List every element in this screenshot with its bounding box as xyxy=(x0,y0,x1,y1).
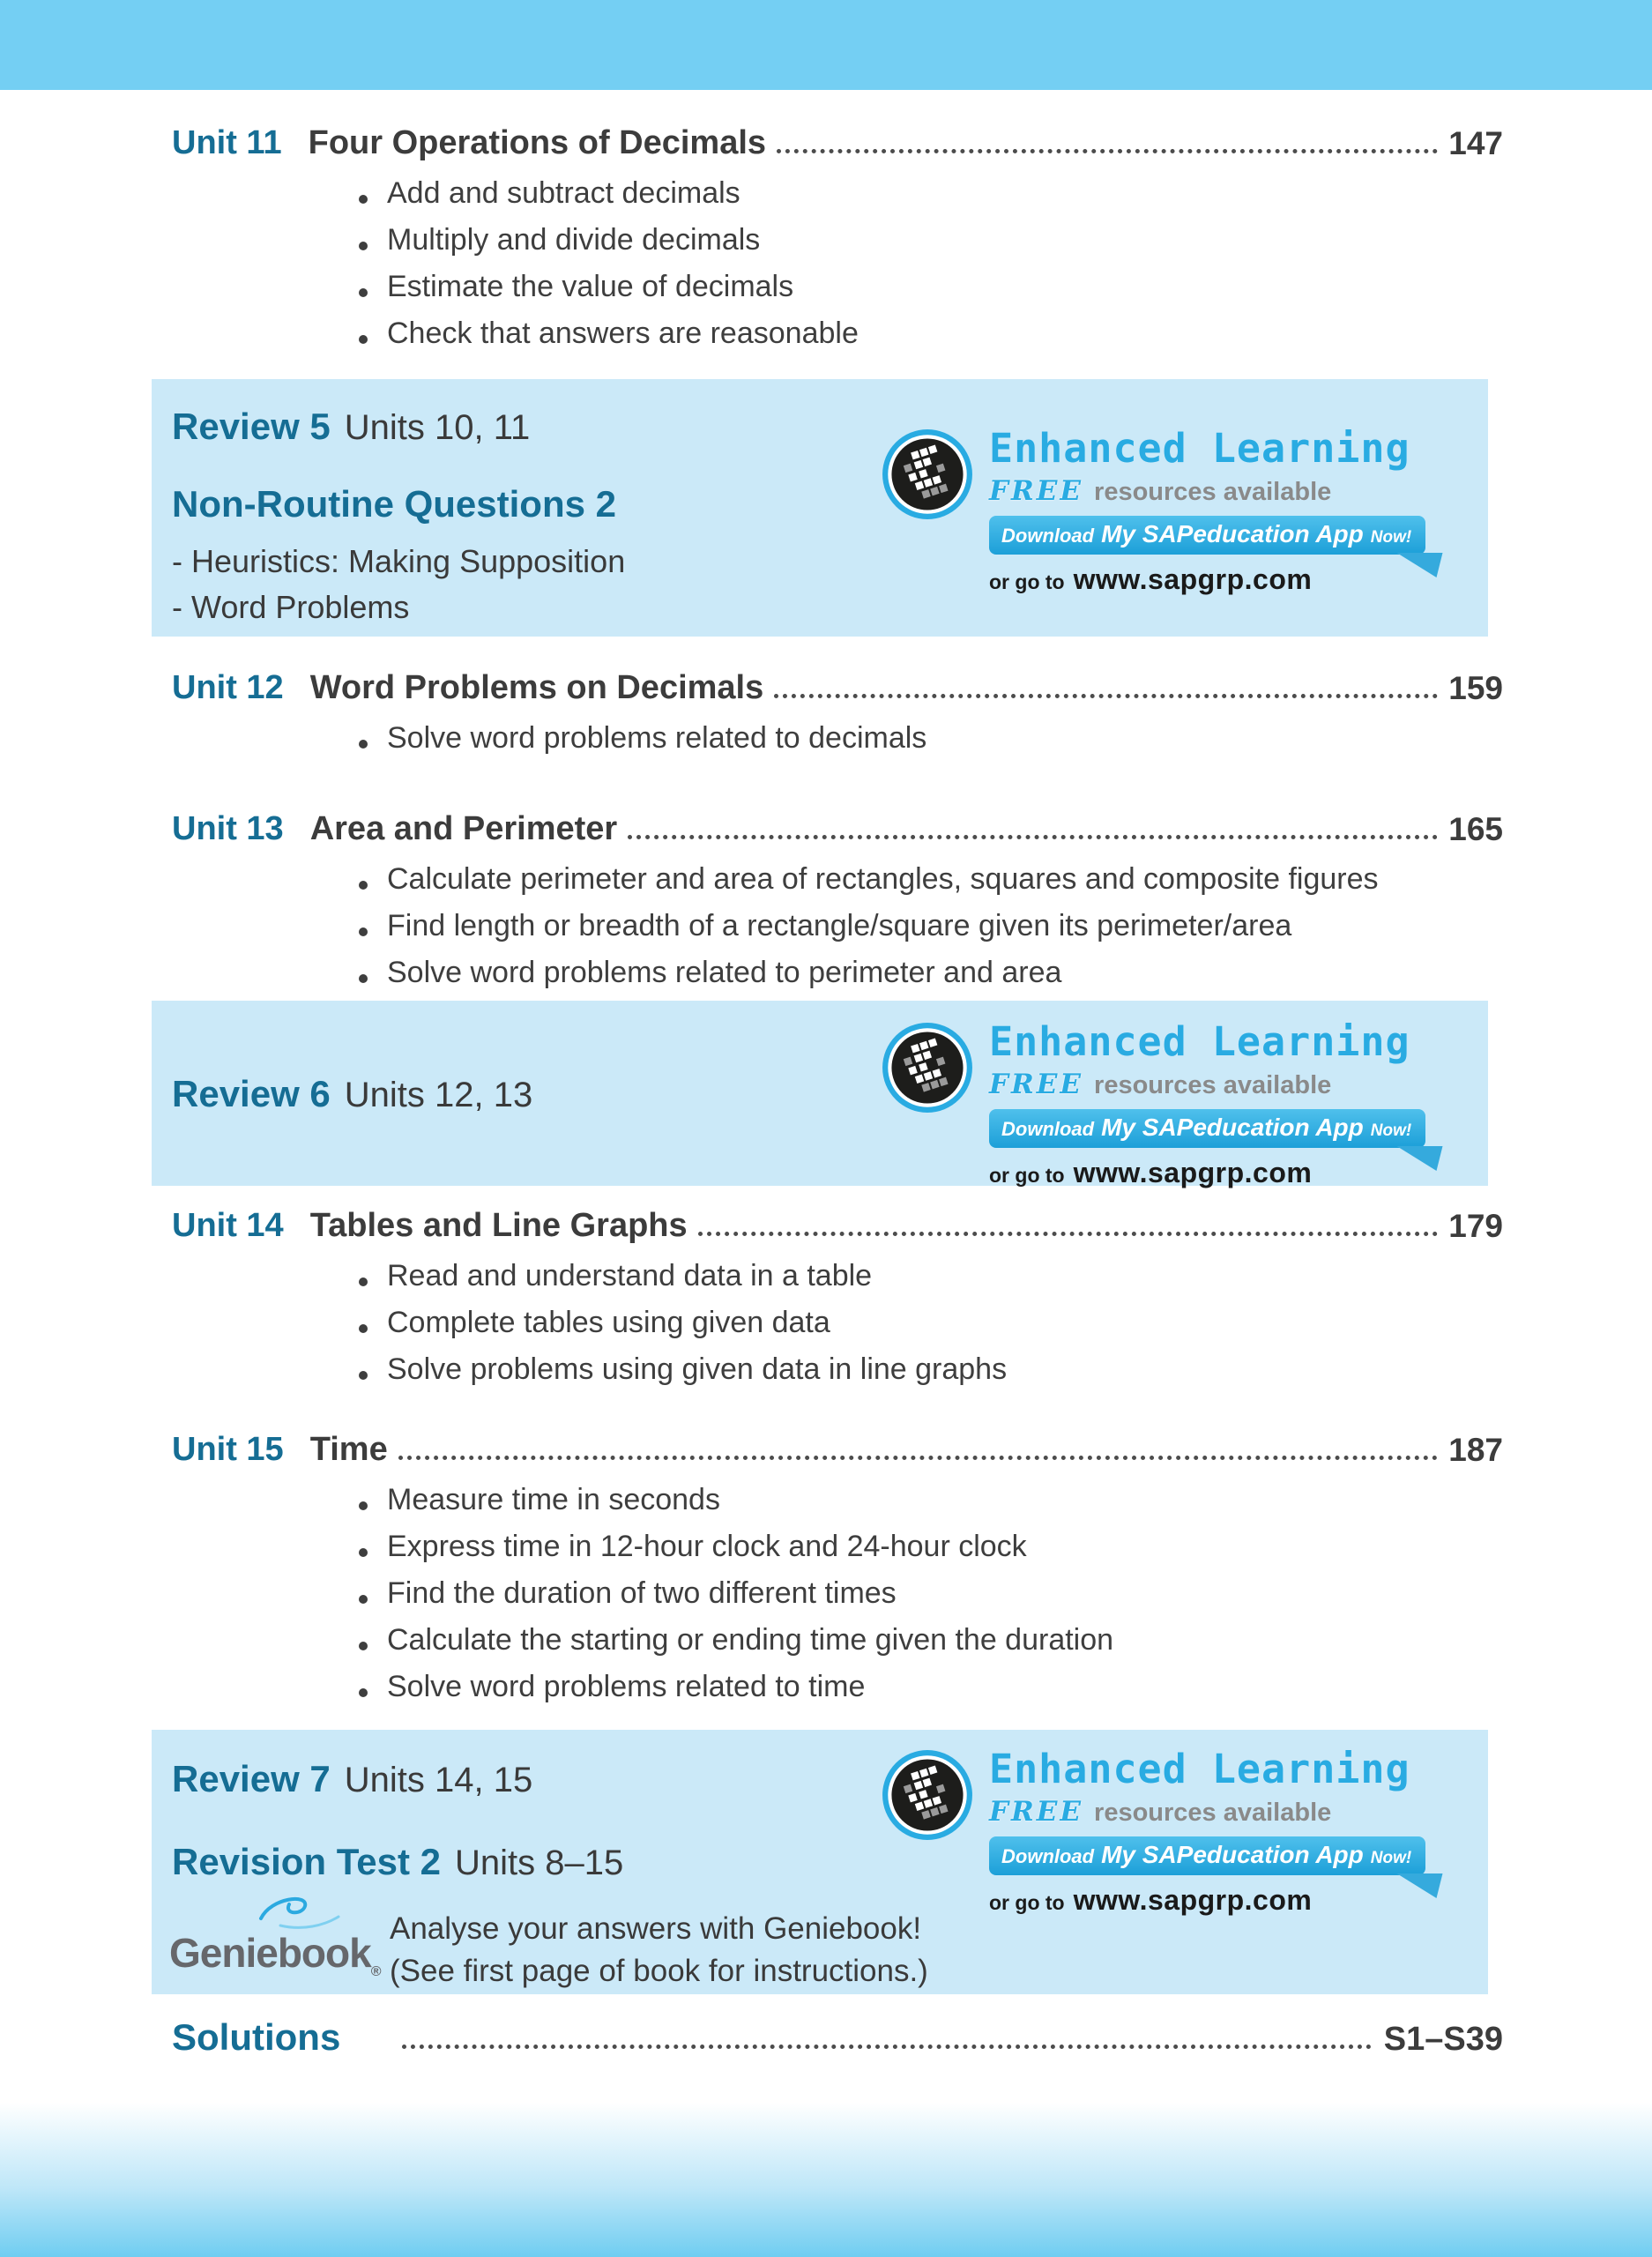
geniebook-line-2: (See first page of book for instructions.) xyxy=(390,1954,928,1988)
registered-mark: ® xyxy=(370,1964,381,1980)
list-item xyxy=(359,1623,1503,1670)
app-name: My SAPeducation App xyxy=(1101,1114,1364,1141)
bullet-icon xyxy=(359,242,368,250)
list-item xyxy=(359,1352,1503,1399)
revision-test-subtitle: Units 8–15 xyxy=(455,1844,624,1882)
review-7-title: Review 7 xyxy=(172,1758,331,1799)
bullet-text: Calculate perimeter and area of rectangles, squares and composite figures xyxy=(387,861,1379,896)
website-line xyxy=(989,1157,1425,1189)
unit-14-heading xyxy=(172,1206,1503,1247)
review-5-title: Review 5 xyxy=(172,406,331,447)
or-go-to-text: or go to xyxy=(989,570,1065,593)
heuristics-line: - Heuristics: Making Supposition xyxy=(172,543,626,579)
list-item xyxy=(359,223,1503,270)
revision-test-heading xyxy=(172,1841,623,1883)
review-6-subtitle: Units 12, 13 xyxy=(344,1076,533,1114)
bullet-icon xyxy=(359,1642,368,1650)
unit-15-bullets xyxy=(359,1483,1503,1717)
unit-12-title: Word Problems on Decimals xyxy=(309,669,764,706)
list-item xyxy=(359,1530,1503,1576)
revision-test-title: Revision Test 2 xyxy=(172,1841,441,1882)
dotted-leader xyxy=(398,1456,1439,1460)
bullet-icon xyxy=(359,927,368,936)
unit-12-label: Unit 12 xyxy=(172,669,284,706)
toc-entry-unit-12 xyxy=(172,668,1503,768)
app-name: My SAPeducation App xyxy=(1101,520,1364,547)
list-item xyxy=(359,176,1503,223)
bullet-text: Find the duration of two different times xyxy=(387,1575,897,1610)
unit-13-title: Area and Perimeter xyxy=(309,810,618,847)
non-routine-questions-title: Non-Routine Questions 2 xyxy=(172,483,616,525)
resources-available-text: resources available xyxy=(1094,1071,1332,1099)
bullet-text: Complete tables using given data xyxy=(387,1305,830,1339)
bullet-text: Estimate the value of decimals xyxy=(387,269,794,303)
review-7-box xyxy=(152,1730,1488,1994)
sapeducation-logo-icon xyxy=(882,1022,973,1114)
review-5-subtitle: Units 10, 11 xyxy=(344,408,531,447)
review-7-heading xyxy=(172,1758,532,1800)
bullet-icon xyxy=(359,1324,368,1333)
toc-entry-unit-13 xyxy=(172,809,1503,1002)
free-resources-line xyxy=(989,1069,1425,1100)
bullet-text: Read and understand data in a table xyxy=(387,1258,873,1292)
free-word: FREE xyxy=(989,475,1084,507)
download-word: Download xyxy=(1001,1118,1095,1140)
unit-11-title: Four Operations of Decimals xyxy=(308,124,767,161)
unit-13-bullets xyxy=(359,862,1503,1002)
enhanced-learning-title: Enhanced Learning xyxy=(989,1746,1410,1792)
review-6-box xyxy=(152,1001,1488,1186)
bullet-text: Express time in 12-hour clock and 24-hour clock xyxy=(387,1529,1027,1563)
bullet-icon xyxy=(359,881,368,890)
list-item xyxy=(359,270,1503,317)
dotted-leader xyxy=(774,694,1438,698)
bullet-text: Solve word problems related to decimals xyxy=(387,720,927,755)
badge-text-column xyxy=(989,1018,1425,1189)
unit-12-heading xyxy=(172,668,1503,709)
bullet-text: Multiply and divide decimals xyxy=(387,222,761,257)
website-line xyxy=(989,1884,1425,1917)
enhanced-learning-title: Enhanced Learning xyxy=(989,1018,1410,1065)
toc-entry-unit-14 xyxy=(172,1206,1503,1399)
free-word: FREE xyxy=(989,1796,1084,1828)
bullet-text: Add and subtract decimals xyxy=(387,175,740,210)
review-5-heading xyxy=(172,406,530,448)
list-item xyxy=(359,1576,1503,1623)
download-app-ribbon xyxy=(989,1836,1425,1875)
dotted-leader xyxy=(628,835,1438,839)
list-item xyxy=(359,862,1503,909)
bullet-icon xyxy=(359,195,368,204)
bottom-gradient xyxy=(0,2103,1652,2257)
review-5-box xyxy=(152,379,1488,637)
enhanced-learning-badge xyxy=(882,1746,1490,1917)
review-6-title: Review 6 xyxy=(172,1073,331,1114)
geniebook-line-1: Analyse your answers with Geniebook! xyxy=(390,1911,922,1946)
toc-entry-solutions xyxy=(172,2015,1503,2060)
badge-text-column xyxy=(989,1746,1425,1917)
bullet-text: Calculate the starting or ending time given the duration xyxy=(387,1622,1114,1657)
list-item xyxy=(359,1670,1503,1717)
download-word: Download xyxy=(1001,1845,1095,1867)
unit-14-page-number: 179 xyxy=(1448,1208,1503,1245)
unit-13-label: Unit 13 xyxy=(172,810,284,847)
list-item xyxy=(359,909,1503,956)
bullet-text: Measure time in seconds xyxy=(387,1482,720,1516)
bullet-text: Check that answers are reasonable xyxy=(387,316,859,350)
unit-13-page-number: 165 xyxy=(1448,811,1503,848)
unit-15-heading xyxy=(172,1430,1503,1471)
bullet-icon xyxy=(359,1595,368,1604)
bullet-icon xyxy=(359,335,368,344)
or-go-to-text: or go to xyxy=(989,1891,1065,1914)
unit-15-title: Time xyxy=(309,1431,388,1468)
bullet-icon xyxy=(359,740,368,749)
sapgrp-url[interactable]: www.sapgrp.com xyxy=(1073,563,1313,595)
now-word: Now! xyxy=(1370,1849,1412,1867)
unit-14-title: Tables and Line Graphs xyxy=(309,1207,688,1244)
now-word: Now! xyxy=(1370,1121,1412,1140)
sapeducation-logo-icon xyxy=(882,428,973,520)
free-resources-line xyxy=(989,475,1425,507)
list-item xyxy=(359,1306,1503,1352)
bullet-icon xyxy=(359,1548,368,1557)
toc-entry-unit-11 xyxy=(172,123,1503,363)
download-app-ribbon xyxy=(989,516,1425,555)
list-item xyxy=(359,1483,1503,1530)
sapgrp-url[interactable]: www.sapgrp.com xyxy=(1073,1157,1313,1188)
enhanced-learning-badge xyxy=(882,1018,1490,1189)
unit-12-bullets xyxy=(359,721,1503,768)
list-item xyxy=(359,1259,1503,1306)
review-6-heading xyxy=(172,1073,532,1115)
enhanced-learning-title: Enhanced Learning xyxy=(989,425,1410,472)
unit-14-bullets xyxy=(359,1259,1503,1399)
unit-13-heading xyxy=(172,809,1503,850)
dotted-leader xyxy=(698,1232,1439,1236)
unit-14-label: Unit 14 xyxy=(172,1207,284,1244)
sapgrp-url[interactable]: www.sapgrp.com xyxy=(1073,1884,1313,1916)
download-app-ribbon xyxy=(989,1109,1425,1148)
bullet-icon xyxy=(359,288,368,297)
top-banner xyxy=(0,0,1652,90)
or-go-to-text: or go to xyxy=(989,1164,1065,1187)
resources-available-text: resources available xyxy=(1094,1799,1332,1827)
bullet-text: Find length or breadth of a rectangle/square given its perimeter/area xyxy=(387,908,1292,942)
list-item xyxy=(359,317,1503,363)
free-resources-line xyxy=(989,1796,1425,1828)
solutions-page-range: S1–S39 xyxy=(1383,2020,1503,2058)
dotted-leader xyxy=(402,2045,1371,2049)
bullet-icon xyxy=(359,1688,368,1697)
unit-15-label: Unit 15 xyxy=(172,1431,284,1468)
unit-15-page-number: 187 xyxy=(1448,1432,1503,1469)
website-line xyxy=(989,563,1425,596)
sapeducation-logo-icon xyxy=(882,1749,973,1841)
word-problems-line: - Word Problems xyxy=(172,589,410,625)
bullet-icon xyxy=(359,1501,368,1510)
geniebook-wordmark: Geniebook$_®$ xyxy=(169,1930,381,1980)
unit-11-label: Unit 11 xyxy=(172,124,282,161)
list-item xyxy=(359,956,1503,1002)
review-7-subtitle: Units 14, 15 xyxy=(344,1761,533,1799)
bullet-icon xyxy=(359,1371,368,1380)
unit-11-page-number: 147 xyxy=(1448,125,1503,162)
solutions-label: Solutions xyxy=(172,2016,341,2058)
bullet-icon xyxy=(359,1277,368,1286)
download-word: Download xyxy=(1001,525,1095,547)
unit-11-heading xyxy=(172,123,1503,164)
list-item xyxy=(359,721,1503,768)
resources-available-text: resources available xyxy=(1094,478,1332,506)
unit-11-bullets xyxy=(359,176,1503,363)
enhanced-learning-badge xyxy=(882,425,1490,596)
app-name: My SAPeducation App xyxy=(1101,1841,1364,1868)
bullet-text: Solve word problems related to time xyxy=(387,1669,866,1703)
bullet-text: Solve problems using given data in line graphs xyxy=(387,1352,1008,1386)
bullet-icon xyxy=(359,974,368,983)
unit-12-page-number: 159 xyxy=(1448,670,1503,707)
dotted-leader xyxy=(777,149,1438,153)
free-word: FREE xyxy=(989,1069,1084,1100)
toc-entry-unit-15 xyxy=(172,1430,1503,1717)
geniebook-swirl-icon xyxy=(254,1892,351,1933)
badge-text-column xyxy=(989,425,1425,596)
bullet-text: Solve word problems related to perimeter and area xyxy=(387,955,1062,989)
now-word: Now! xyxy=(1370,528,1412,547)
